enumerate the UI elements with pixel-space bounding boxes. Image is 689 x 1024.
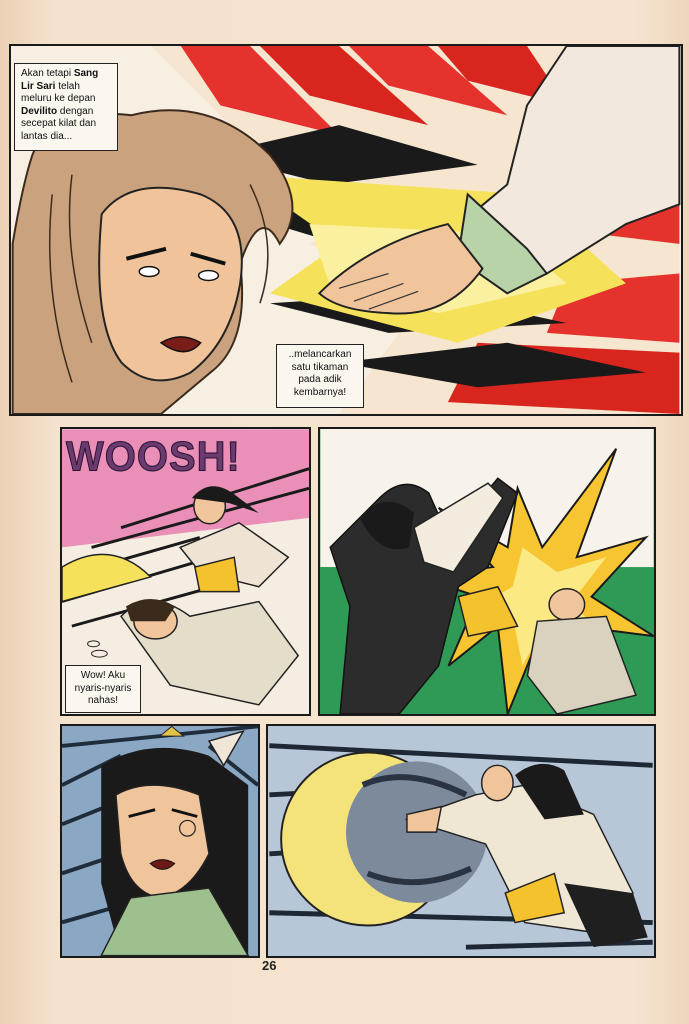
caption-text: Akan tetapi xyxy=(21,68,74,79)
caption-name-1: Sang Lir Sari xyxy=(21,68,99,92)
caption-narration-top xyxy=(14,63,118,151)
crescent-moon-blade xyxy=(281,753,487,926)
speech-caption-wow: Wow! Aku nyaris-nyaris nahas! xyxy=(65,665,141,713)
sfx-woosh: WOOSH! xyxy=(66,433,241,481)
panel-5 xyxy=(266,724,656,958)
caption-text: dengan secepat kilat dan lantas dia... xyxy=(21,105,97,142)
page-number: 26 xyxy=(262,958,277,973)
panel-3 xyxy=(318,427,656,716)
caption-text: telah meluru ke depan xyxy=(21,80,96,104)
panel-4 xyxy=(60,724,260,958)
shouting-face xyxy=(101,726,248,955)
panel-5-art xyxy=(268,726,654,956)
panel-4-art xyxy=(62,726,258,956)
caption-narration-bottom: ..melancarkan satu tikaman pada adik kembarnya! xyxy=(276,344,364,408)
character-face xyxy=(13,110,293,414)
panel-3-art xyxy=(320,429,654,714)
panel-1 xyxy=(9,44,683,416)
panel-2 xyxy=(60,427,311,716)
caption-name-2: Devilito xyxy=(21,105,58,117)
